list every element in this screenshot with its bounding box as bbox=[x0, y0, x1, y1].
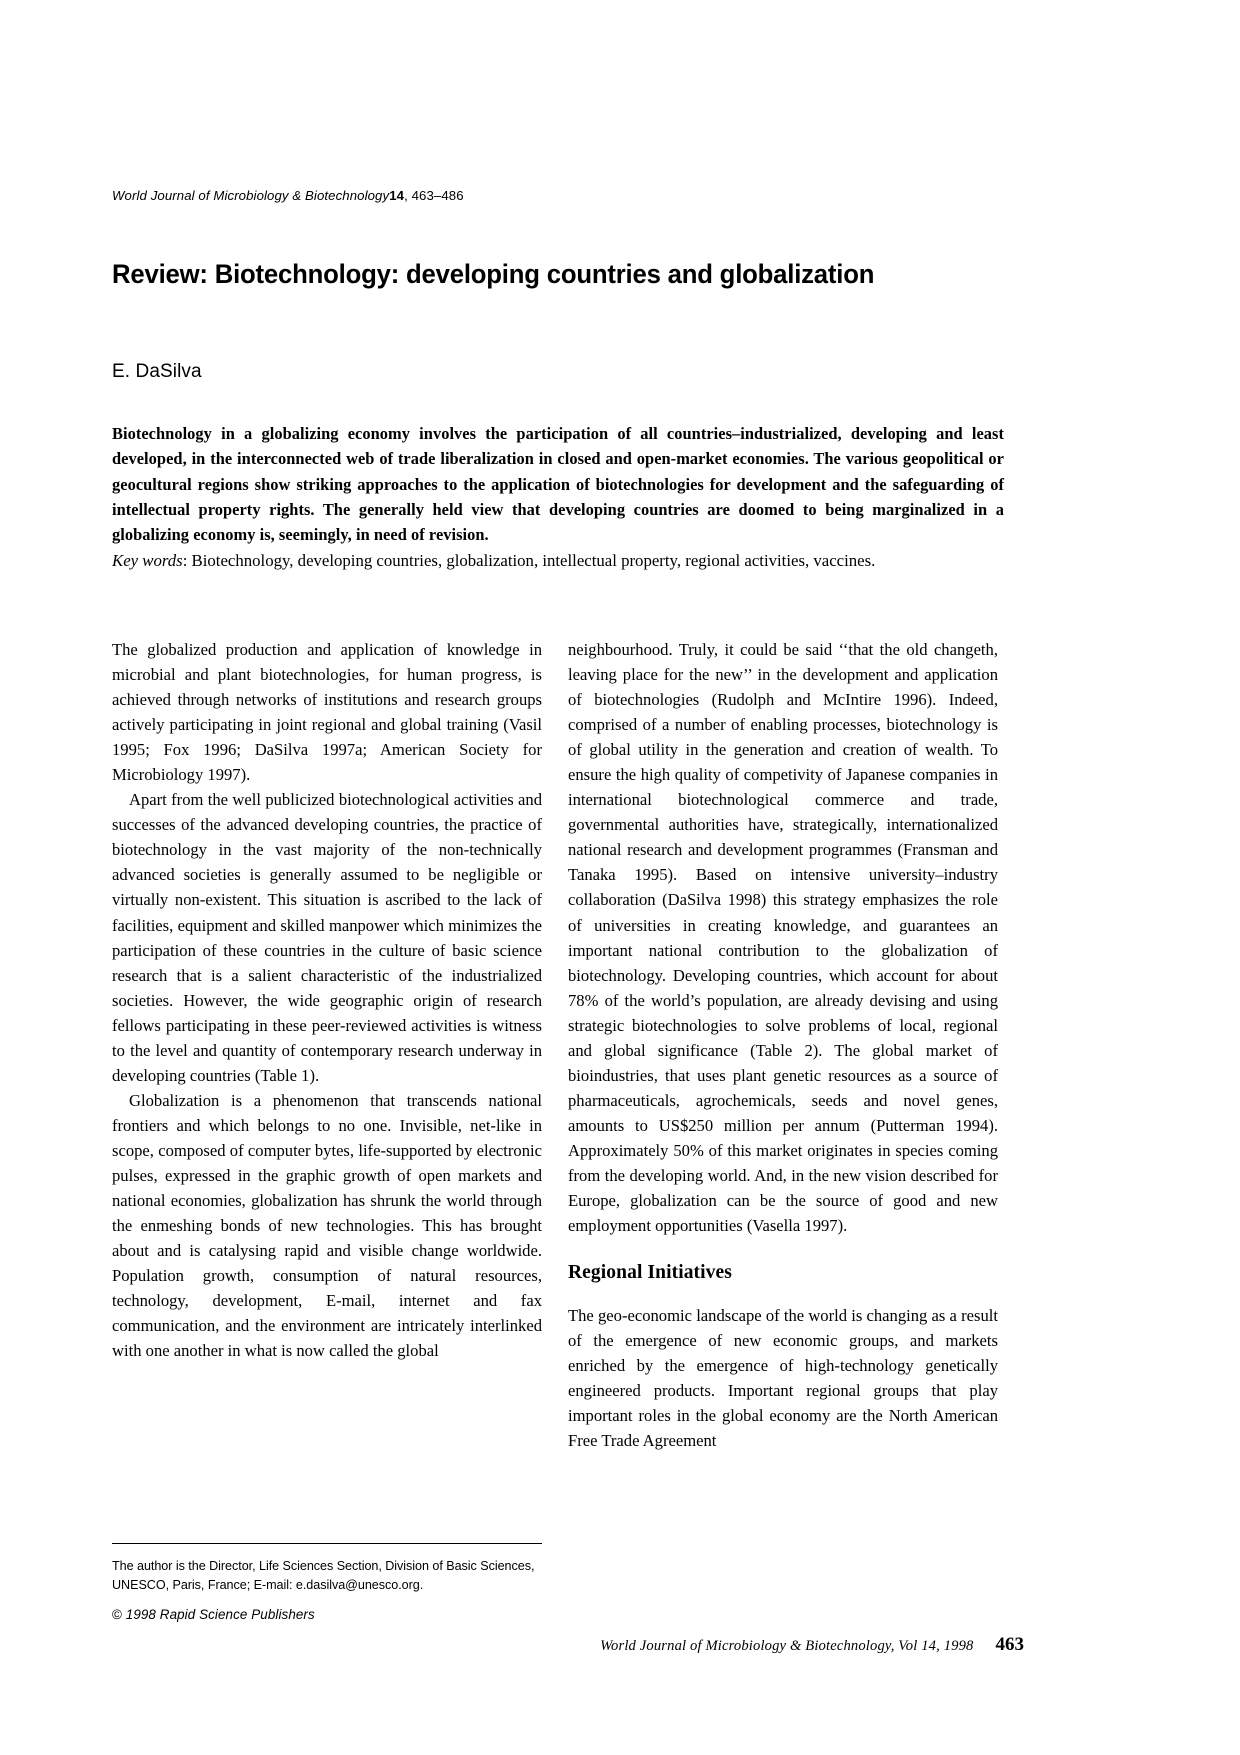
paragraph: The geo-economic landscape of the world is changing as a result of the emergence of new economic groups, and markets enriched by the emergence of high-technology genetically engineered products. Important regional groups that play important roles in the global economy are the North American Free Trade Agreement bbox=[568, 1306, 998, 1451]
author-affiliation-footnote: The author is the Director, Life Sciences Section, Division of Basic Sciences, UNESCO, Paris, France; E-mail: e.dasilva@unesco.org. bbox=[112, 1559, 535, 1592]
paragraph: neighbourhood. Truly, it could be said ‘‘that the old changeth, leaving place for the new’’ in the development and application of biotechnologies (Rudolph and McIntire 1996). Indeed, comprised of a number of enabling processes, biotechnology is of global utility in the generation and creation of wealth. To ensure the high quality of competivity of Japanese companies in international biotechnological commerce and trade, governmental authorities have, strategically, internationalized national research and development programmes (Fransman and Tanaka 1995). Based on intensive university–industry collaboration (DaSilva 1998) this strategy emphasizes the role of universities in creating knowledge, and guarantees an important national contribution to the globalization of biotechnology. Developing countries, which account for about 78% of the world’s population, are already devising and using strategic biotechnologies to solve problems of local, regional and global significance (Table 2). The global market of bioindustries, that uses plant genetic resources as a source of pharmaceuticals, agrochemicals, seeds and novel genes, amounts to US$250 million per annum (Putterman 1994). Approximately 50% of this market originates in species coming from the developing world. And, in the new vision described for Europe, globalization can be the source of good and new employment opportunities (Vasella 1997). bbox=[568, 640, 998, 1236]
journal-running-head bbox=[112, 188, 1024, 203]
journal-page-range: , 463–486 bbox=[404, 188, 464, 203]
keywords-list: : Biotechnology, developing countries, globalization, intellectual property, regional activities, vaccines. bbox=[182, 551, 876, 570]
body-column-left bbox=[112, 637, 542, 1363]
journal-name: World Journal of Microbiology & Biotechnology bbox=[112, 188, 390, 203]
paragraph: Apart from the well publicized biotechnological activities and successes of the advanced developing countries, the practice of biotechnology in the vast majority of the non-technically advanced societies is generally assumed to be negligible or virtually non-existent. This situation is ascribed to the lack of facilities, equipment and skilled manpower which minimizes the participation of these countries in the culture of basic science research that is a salient characteristic of the industrialized societies. However, the wide geographic origin of research fellows participating in these peer-reviewed activities is witness to the level and quantity of contemporary research underway in developing countries (Table 1). bbox=[112, 790, 542, 1085]
article-title: Review: Biotechnology: developing countries and globalization bbox=[112, 258, 875, 289]
keywords-line bbox=[112, 549, 1004, 573]
footer-citation: World Journal of Microbiology & Biotechnology, Vol 14, 1998 bbox=[600, 1638, 974, 1654]
abstract: Biotechnology in a globalizing economy involves the participation of all countries–industrialized, developing and least developed, in the interconnected web of trade liberalization in closed and open-market economies. The various geopolitical or geocultural regions show striking approaches to the application of biotechnologies for development and the safeguarding of intellectual property rights. The generally held view that developing countries are doomed to being marginalized in a globalizing economy is, seemingly, in need of revision. bbox=[112, 424, 1004, 545]
page-footer bbox=[568, 1634, 1024, 1656]
page-number: 463 bbox=[995, 1634, 1024, 1655]
section-heading-regional-initiatives: Regional Initiatives bbox=[568, 1262, 732, 1284]
copyright-line bbox=[112, 1607, 542, 1622]
body-columns bbox=[112, 637, 1024, 1457]
author-name: E. DaSilva bbox=[112, 361, 202, 382]
body-column-right bbox=[568, 637, 998, 1453]
copyright-icon: © bbox=[112, 1607, 122, 1622]
footnote-separator-rule bbox=[112, 1543, 542, 1544]
keywords-label: Key words bbox=[112, 551, 183, 570]
paragraph: The globalized production and application of knowledge in microbial and plant biotechnologies, for human progress, is achieved through networks of institutions and research groups actively participating in joint regional and global training (Vasil 1995; Fox 1996; DaSilva 1997a; American Society for Microbiology 1997). bbox=[112, 640, 542, 785]
paragraph: Globalization is a phenomenon that transcends national frontiers and which belongs to no one. Invisible, net-like in scope, composed of computer bytes, life-supported by electronic pulses, expressed in the graphic growth of open markets and national economies, globalization has shrunk the world through the enmeshing bonds of new technologies. This has brought about and is catalysing rapid and visible change worldwide. Population growth, consumption of natural resources, technology, development, E-mail, internet and fax communication, and the environment are intricately interlinked with one another in what is now called the global bbox=[112, 1090, 542, 1361]
copyright-text: 1998 Rapid Science Publishers bbox=[121, 1607, 315, 1622]
journal-volume: 14 bbox=[389, 188, 405, 203]
